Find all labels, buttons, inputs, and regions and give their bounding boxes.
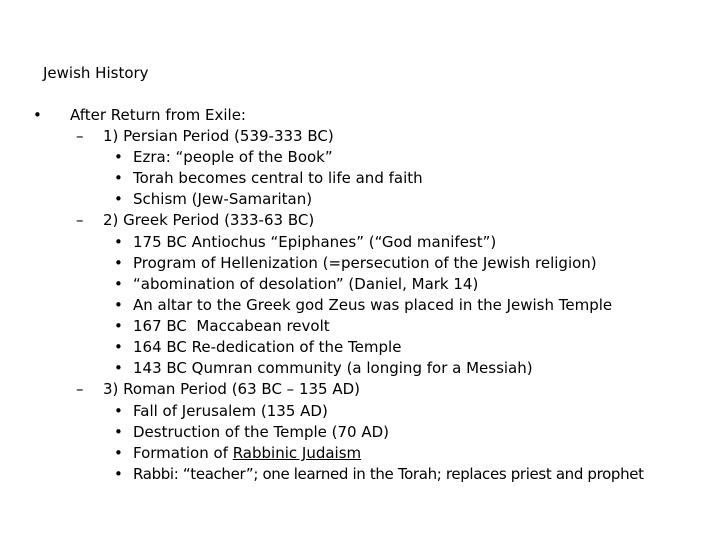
bullet-icon: •: [114, 338, 123, 356]
bullet-icon: •: [114, 148, 123, 166]
list-item-text: 143 BC Qumran community (a longing for a Messiah): [133, 359, 533, 377]
bullet-icon: •: [114, 444, 123, 462]
list-item-text-prefix: Formation of: [133, 444, 233, 462]
list-item-text: [133, 444, 361, 462]
dash-icon: –: [76, 211, 84, 229]
bullet-icon: •: [114, 190, 123, 208]
bullet-icon: •: [114, 254, 123, 272]
list-item-text: Ezra: “people of the Book”: [133, 148, 333, 166]
list-item-text: 167 BC Maccabean revolt: [133, 317, 330, 335]
list-item-text: Program of Hellenization (=persecution of the Jewish religion): [133, 254, 597, 272]
bullet-icon: •: [33, 106, 42, 124]
bullet-icon: •: [114, 233, 123, 251]
bullet-icon: •: [114, 317, 123, 335]
dash-icon: –: [76, 380, 84, 398]
bullet-icon: •: [114, 465, 123, 483]
list-item-text: Destruction of the Temple (70 AD): [133, 423, 390, 441]
bullet-icon: •: [114, 296, 123, 314]
period-heading-text: 2) Greek Period (333-63 BC): [103, 211, 315, 229]
list-item-text: Schism (Jew-Samaritan): [133, 190, 313, 208]
list-item-text: After Return from Exile:: [70, 106, 246, 124]
list-item-text: Fall of Jerusalem (135 AD): [133, 402, 328, 420]
list-item-text: “abomination of desolation” (Daniel, Mark 14): [133, 275, 479, 293]
list-item-text: An altar to the Greek god Zeus was placed in the Jewish Temple: [133, 296, 613, 314]
bullet-icon: •: [114, 423, 123, 441]
bullet-icon: •: [114, 169, 123, 187]
bullet-icon: •: [114, 402, 123, 420]
list-item-text: Torah becomes central to life and faith: [133, 169, 423, 187]
bullet-icon: •: [114, 359, 123, 377]
underlined-term: Rabbinic Judaism: [232, 444, 362, 462]
period-heading-text: 1) Persian Period (539-333 BC): [103, 127, 334, 145]
list-item-text: 175 BC Antiochus “Epiphanes” (“God manifest”): [133, 233, 497, 251]
bullet-icon: •: [114, 275, 123, 293]
slide-title: Jewish History: [43, 64, 149, 82]
period-heading-text: 3) Roman Period (63 BC – 135 AD): [103, 380, 361, 398]
dash-icon: –: [76, 127, 84, 145]
list-item-text: 164 BC Re-dedication of the Temple: [133, 338, 402, 356]
list-item-text: Rabbi: “teacher”; one learned in the Torah; replaces priest and prophet: [133, 465, 644, 483]
